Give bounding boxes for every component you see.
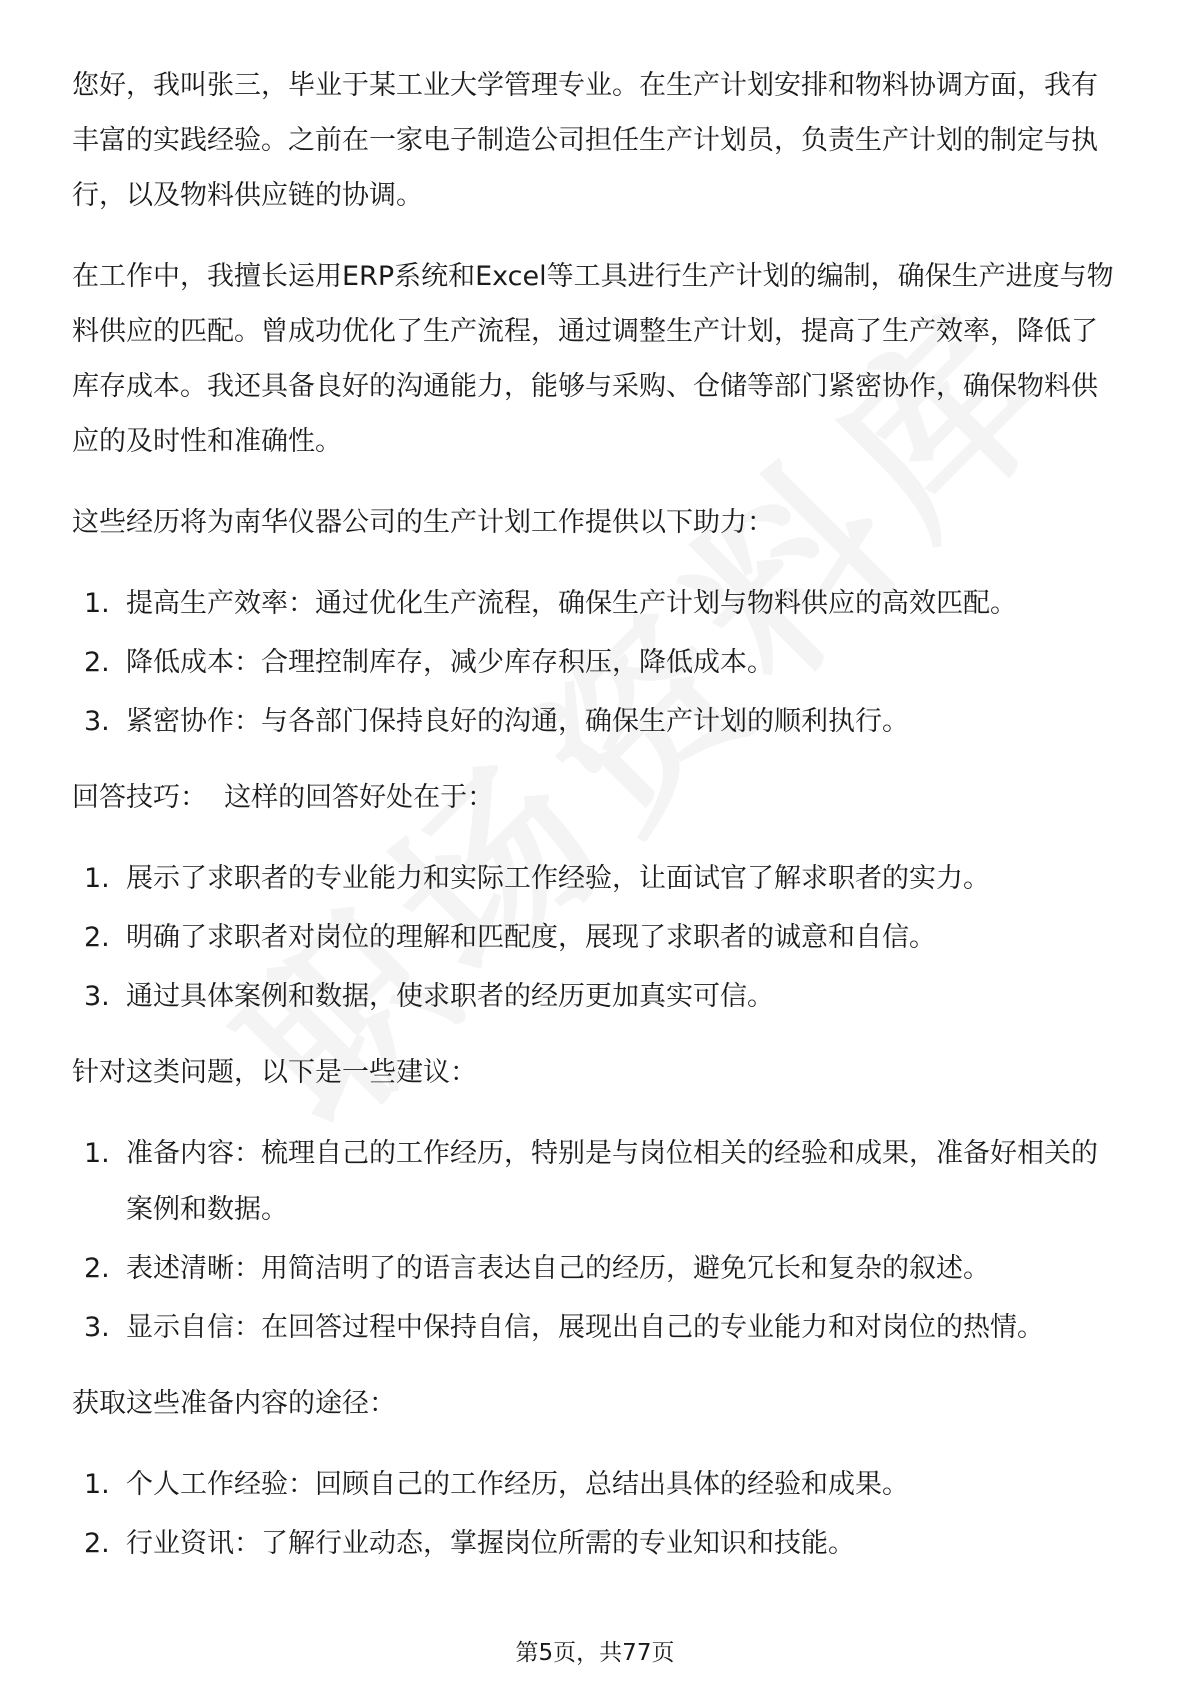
- source-list: [72, 1457, 1122, 1572]
- list-item: 3. 通过具体案例和数据，使求职者的经历更加真实可信。: [84, 981, 774, 1012]
- list-item: 1. 个人工作经验：回顾自己的工作经历，总结出具体的经验和成果。: [84, 1469, 909, 1500]
- list-item: 2. 降低成本：合理控制库存，减少库存积压，降低成本。: [84, 647, 774, 678]
- list-item: 1. 提高生产效率：通过优化生产流程，确保生产计划与物料供应的高效匹配。: [84, 588, 1017, 619]
- help-list: [72, 576, 1122, 750]
- list-item: 1. 展示了求职者的专业能力和实际工作经验，让面试官了解求职者的实力。: [84, 863, 990, 894]
- document-body: [72, 58, 1122, 1592]
- list-item: 2. 表述清晰：用简洁明了的语言表达自己的经历，避免冗长和复杂的叙述。: [84, 1253, 990, 1284]
- intro-paragraph-3: 这些经历将为南华仪器公司的生产计划工作提供以下助力：: [72, 507, 774, 538]
- list-item: 2. 明确了求职者对岗位的理解和匹配度，展现了求职者的诚意和自信。: [84, 922, 936, 953]
- advice-list: [72, 1126, 1122, 1356]
- list-item: 3. 显示自信：在回答过程中保持自信，展现出自己的专业能力和对岗位的热情。: [84, 1312, 1044, 1343]
- page-number: 第5页，共77页: [515, 1640, 675, 1666]
- intro-paragraph-1: 您好，我叫张三，毕业于某工业大学管理专业。在生产计划安排和物料协调方面，我有丰富的实践经验。之前在一家电子制造公司担任生产计划员，负责生产计划的制定与执行，以及物料供应链的协调。: [72, 70, 1098, 211]
- tips-heading: 回答技巧： 这样的回答好处在于：: [72, 782, 495, 813]
- tips-list: [72, 851, 1122, 1025]
- list-item: 2. 行业资讯：了解行业动态，掌握岗位所需的专业知识和技能。: [84, 1528, 855, 1559]
- advice-heading: 针对这类问题，以下是一些建议：: [72, 1057, 477, 1088]
- source-heading: 获取这些准备内容的途径：: [72, 1388, 396, 1419]
- list-item: 1. 准备内容：梳理自己的工作经历，特别是与岗位相关的经验和成果，准备好相关的案例和数据。: [84, 1138, 1098, 1225]
- intro-paragraph-2: 在工作中，我擅长运用ERP系统和Excel等工具进行生产计划的编制，确保生产进度与物料供应的匹配。曾成功优化了生产流程，通过调整生产计划，提高了生产效率，降低了库存成本。我还具备良好的沟通能力，能够与采购、仓储等部门紧密协作，确保物料供应的及时性和准确性。: [72, 261, 1114, 457]
- list-item: 3. 紧密协作：与各部门保持良好的沟通，确保生产计划的顺利执行。: [84, 706, 909, 737]
